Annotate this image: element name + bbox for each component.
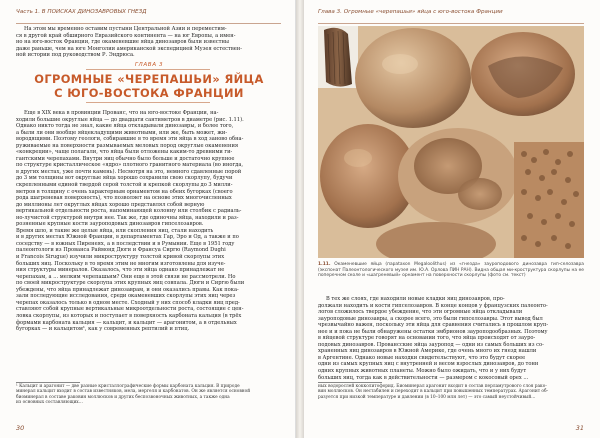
body-left-line: по своей микроструктуре скорлупа этих крупных яиц совпала. Дюги и Сиргю были	[16, 280, 245, 287]
body-left-line: черепах оказалось только в одном месте. Сходный у них способ кладки яиц пред-	[16, 299, 240, 306]
body-left-line: ставляют собой крупные вертикальные микроотдельности роста, состоящие с цен-	[16, 306, 244, 313]
body-left-line: ходили большие округлые яйца — до двадцати сантиметров в диаметре (рис. 1.11).	[16, 116, 244, 123]
footnote-cont-line: ных водорослей кокколитофорид. Биоминерал арагонит входит в состав перламутрового слоя рако-	[318, 384, 547, 389]
chapter-rule-bottom	[86, 102, 210, 103]
body-left-line: Однако никто тогда не знал, какие яйца откладывали динозавры, и более того,	[16, 123, 234, 130]
intro-line: ной истории под руководством Р. Эндрюса.	[16, 52, 135, 59]
body-left-line: Еще в XIX века в провинции Прованс, что на юго-востоке Франции, на-	[24, 110, 219, 116]
body-right-line: нее и и пока не были обнаружены остатки эмбрионов зауроподообразных. Поэтому	[318, 328, 548, 335]
body-left-line: руживаемые на поверхности размываемых меловых пород округлые окаменения	[16, 142, 239, 149]
right-body-text	[318, 296, 584, 381]
body-left-line: до 3 мм толщины вот округлые яйца хорошо сохранили свою скорлупу, будучи	[16, 175, 233, 182]
body-left-line: ния структуры минералов. Оказалось, что эти яйца однако принадлежат не	[16, 267, 225, 274]
body-right-line: логов сложилось твердое убеждение, что эти огромные яйца откладывали	[318, 309, 523, 316]
body-right-line: больших яиц, тогда как в действительности — размером с кокосовый орех ...	[318, 374, 529, 381]
right-page	[304, 0, 600, 438]
body-left-line: вородящими. Поэтому геологи, собиравшие в то время эти яйца в ход заново обна-	[16, 136, 244, 143]
chapter-rule-top	[86, 69, 210, 70]
figure-number: 1.11.	[318, 262, 331, 267]
page-number-left: 30	[16, 424, 25, 432]
intro-paragraph	[16, 26, 282, 59]
right-running-head: Глава 3. Огромные «черепашьи» яйца с юго-востока Франции	[318, 9, 584, 24]
body-left-line: Время шло, и такие же целые яйца, или скопления яиц, стали находить	[16, 227, 214, 234]
intro-line: даже раньше, чем на юге Монголии американской экспедицией Музея естествен-	[16, 45, 242, 52]
body-left-line: по структуре кристаллическое «ядро» плотного гранитного материала (во иногда,	[16, 162, 244, 169]
body-left-line: зали последующие исследования, среди окаменевших скорлупы этих яиц через	[16, 293, 236, 300]
footnote-cont-line: разуется при низкой температуре и давлении (в 10–100 млн лет) — это самый неустойчивый...	[318, 394, 536, 400]
chapter-label: ГЛАВА 3	[134, 62, 164, 68]
body-right-line: зауроподовые динозавры, а скорее всего, это были гипселозавры. Этот вывод был	[318, 315, 543, 322]
chapter-body-text	[16, 110, 282, 333]
body-left-line: ловка скорлупы, из которых и поступает в поверхность карбоната кальция (в трёх	[16, 312, 242, 319]
body-right-line: В тех же слоях, где находили новые кладки яиц динозавров, про-	[326, 296, 505, 302]
intro-line: На этом мы временно оставим пустыни Центральной Азии и переместим-	[24, 26, 227, 32]
body-left-line: бугорках — и кальцитом¹, как у современных рептилий и птиц.	[16, 326, 190, 333]
right-footnote-rule	[318, 382, 382, 383]
body-right-line: одни из самых крупных яиц с внутренней и весом взрослых динозавров, до тонн	[318, 361, 539, 368]
body-left-line: скрепленными единой твердой серой толстой и крепкой скорлупы до 3 милли-	[16, 182, 233, 189]
page-number-right: 31	[575, 424, 584, 432]
body-left-line: розненные крупные кости зауроподовых динозавров гипселозавров.	[16, 221, 204, 228]
body-left-line: вертикальной отдельности роста, напоминающей колонну или столбик с радиаль-	[16, 208, 242, 215]
shell-cross-section-image	[318, 26, 358, 88]
footnote-rule	[16, 382, 80, 383]
body-right-line: одних крупных животных планеты. Можно было ожидать, что и у них будут	[318, 368, 527, 375]
body-left-line: и Francois Sirugue) изучили микроструктуру толстой кривой скорлупы этих	[16, 254, 225, 261]
body-left-line: в других местах, уже почти камень). Несмотря на это, немного сдавленные порой	[16, 168, 242, 175]
body-left-line: соседству — в южных Пиренеях, а в последствии и в Румынии. Еще в 1951 году	[16, 240, 235, 247]
body-left-line: палеонтологи из Прованса Раймонд Дюги и Франсуа Сиргю (Raymond Dughi	[16, 247, 226, 254]
body-left-line: метров в толщину с очень характерным орнаментом на обеих бугорках (своего	[16, 188, 233, 195]
fossil-egg-large	[355, 28, 471, 128]
body-right-line: подовых динозавров. Провансские яйца зауропод — одни из самых больших из со-	[318, 341, 544, 348]
body-left-line: и в других местах Южной Франции, в департаментах Гар, Эро и Од, а также и по	[16, 234, 239, 241]
book-gutter	[296, 0, 304, 438]
intro-line: но на юго-восток Франции, где окаменевшие яйца динозавров были известны	[16, 39, 229, 46]
right-footnote-continuation	[318, 384, 584, 400]
body-left-line: больших яиц. Поскольку в то время этим не многим изготовлены для изуче-	[16, 260, 226, 267]
body-left-line: а были ли они вообще яйцекладущими животными, или же, быть может, жи-	[16, 129, 228, 136]
body-left-line: рода шагреневая поверхность), что позволяет на основе этих многочисленных	[16, 195, 232, 202]
footnote-cont-line: вин моллюсков. Он нестабилен и переходит в кальцит при повышенных температурах. Арагонит об-	[318, 389, 549, 395]
body-left-line: до миллионы лет округлых яйцах хорошо представлял собой верную	[16, 201, 205, 208]
fossil-egg-photo-collage	[318, 26, 584, 258]
body-right-line: должали находить и кости гипселозавров. В конце концов у французских палеонто-	[318, 302, 548, 309]
body-left-line: гантскими черепахами. Внутри яиц обычно было больше и достаточно крупное	[16, 155, 235, 162]
egg-collage-illustration	[318, 26, 584, 258]
intro-line: ся в другой край обширного Евразийского континента — на юг Европы, а имен-	[16, 32, 236, 39]
footnote-line: биоминерал в составе раковин моллюсков и других беспозвоночных животных, а также одна	[16, 394, 230, 400]
footnote	[16, 384, 282, 405]
left-running-head: Часть 1. В ПОИСКАХ ДИНОЗАВРОВЫХ ГНЕЗД	[16, 9, 281, 24]
shell-ornament-closeup	[514, 142, 584, 258]
body-left-line: «конкреции», чаще полагали, что яйца были отложены каким-то древними ги-	[16, 149, 233, 156]
body-left-line: но-лучистой структурой внутри нее. Так же, где одиночны яйца, находили и раз-	[16, 214, 239, 221]
body-left-line: убеждены, что яйца принадлежат динозаврам, и они оказались правы. Как пока-	[16, 286, 239, 293]
body-right-line: чрезвычайно важен, поскольку эти яйца для сравнения считались в прошлом круп-	[318, 322, 549, 329]
body-left-line: черепахам, а ... мелким черепашьим? Они еще в этой связи не рассмотрели. Но	[16, 273, 236, 280]
chapter-title-line-2: С ЮГО-ВОСТОКА ФРАНЦИИ	[54, 86, 244, 100]
footnote-line: из основных составляющих...	[16, 399, 83, 405]
body-left-line: формами карбоната кальция — кальцит, и кальцит — арагонитом, а в отдельных	[16, 319, 237, 326]
chapter-title-line-1: ОГРОМНЫЕ «ЧЕРЕПАШЬИ» ЯЙЦА	[34, 72, 264, 86]
footnote-line: ¹ Кальцит и арагонит — две разные кристаллографические формы карбоната кальция. В природе	[16, 384, 240, 389]
body-right-line: в яйцевой структуре говорят на основании того, что яйца происходят от зауро-	[318, 335, 536, 342]
left-page	[0, 0, 296, 438]
figure-caption	[318, 262, 584, 279]
body-right-line: храненных яиц динозавров в Южной Америке, где очень много их гнезд нашли	[318, 348, 537, 355]
figure-caption-text: Окаменевшие яйца (парataxon Megaloolithus) из «гнезда» зауроподового динозавра гип-селозавра (экспонат Палеонтологического музея им. Ю.А. Орлова ПИН РАН). Видна общая ми-кроструктура скорлупы на ее поперечном сколе и «шагреневый» орнамент на поверхности скорлупы (фото см. текст)	[318, 262, 584, 278]
footnote-line: минерал кальцит входит в состав известняков, мела, мергеля и карбонатов. Он же является основной	[16, 389, 251, 395]
body-right-line: в Аргентине. Однако новые находки свидетельствуют, что это будут скорее	[318, 354, 526, 361]
